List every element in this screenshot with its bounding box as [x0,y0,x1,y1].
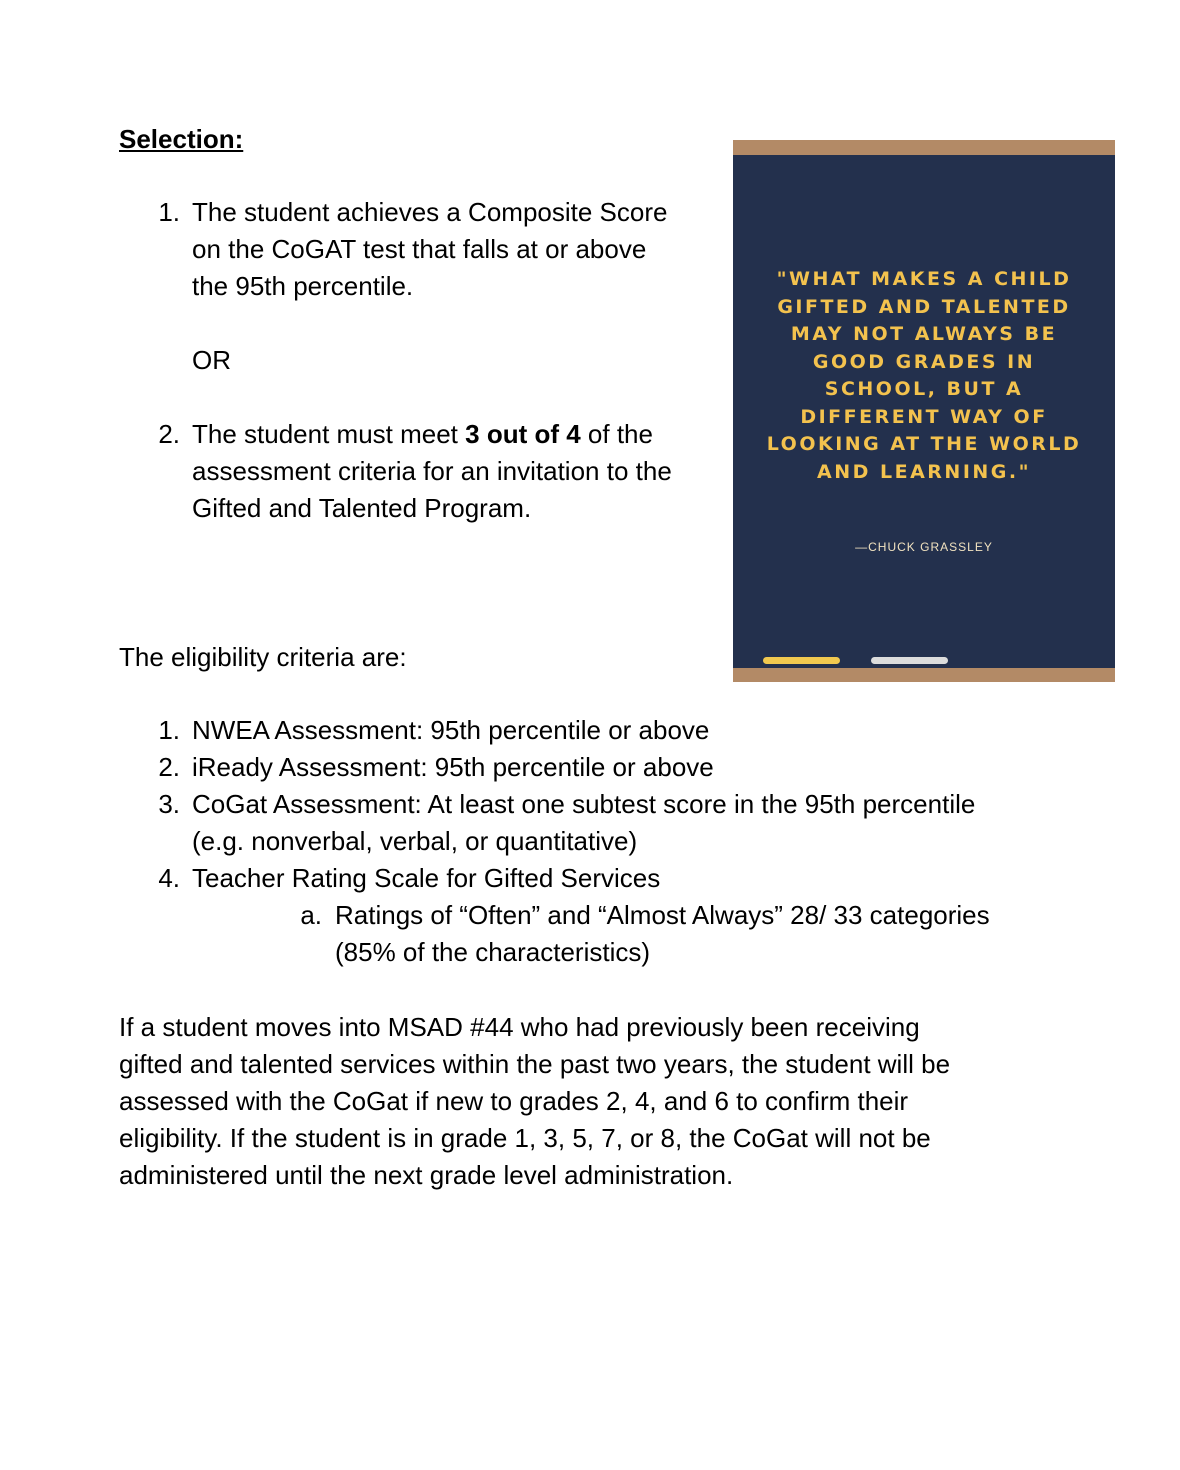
text-run: of the [580,419,653,449]
list-item-line: The student achieves a Composite Score [192,197,668,227]
eligibility-intro: The eligibility criteria are: [119,642,407,672]
quote-line: GIFTED AND TALENTED [777,295,1071,318]
white-chalk [871,657,948,664]
paragraph-line: administered until the next grade level administration. [119,1160,734,1190]
list-item-line: NWEA Assessment: 95th percentile or above [192,715,710,745]
list-letter: a. [300,900,322,930]
paragraph-line: If a student moves into MSAD #44 who had previously been receiving [119,1012,920,1042]
paragraph-line: eligibility. If the student is in grade 1, 3, 5, 7, or 8, the CoGat will not be [119,1123,931,1153]
list-number: 4. [158,863,180,893]
list-number: 2. [158,419,180,449]
list-item-line: iReady Assessment: 95th percentile or above [192,752,714,782]
quote-line: LOOKING AT THE WORLD [766,433,1082,455]
list-number: 2. [158,752,180,782]
list-item-line: assessment criteria for an invitation to the [192,456,672,486]
list-item-line: Ratings of “Often” and “Almost Always” 28/ 33 categories [335,900,990,930]
quote-line: "WHAT MAKES A CHILD [776,268,1072,290]
list-item-line: on the CoGAT test that falls at or above [192,234,647,264]
list-item-line: CoGat Assessment: At least one subtest score in the 95th percentile [192,789,976,819]
list-item-line [192,416,653,453]
quote-author: —CHUCK GRASSLEY [855,540,993,554]
or-text: OR [192,345,231,375]
yellow-chalk [763,657,840,664]
list-number: 1. [158,715,180,745]
quote-line: AND LEARNING." [817,460,1031,483]
board-frame-top [733,140,1115,155]
quote-line: MAY NOT ALWAYS BE [790,323,1058,345]
list-item-line: the 95th percentile. [192,271,414,301]
quote-text [763,266,1085,486]
quote-line: DIFFERENT WAY OF [800,405,1048,428]
quote-line: GOOD GRADES IN [812,350,1036,373]
chalkboard-quote-image [733,140,1115,682]
board-frame-bottom [733,668,1115,682]
list-number: 1. [158,197,180,227]
list-item-line: (e.g. nonverbal, verbal, or quantitative) [192,826,638,856]
bold-text: 3 out of 4 [465,419,581,449]
list-item-line: Teacher Rating Scale for Gifted Services [192,863,661,893]
list-number: 3. [158,789,180,819]
list-item-line: (85% of the characteristics) [335,937,651,967]
paragraph-line: gifted and talented services within the past two years, the student will be [119,1049,951,1079]
quote-line: SCHOOL, BUT A [824,378,1024,400]
paragraph-line: assessed with the CoGat if new to grades 2, 4, and 6 to confirm their [119,1086,909,1116]
list-item-line: Gifted and Talented Program. [192,493,532,523]
section-heading: Selection: [119,124,244,154]
text-run: The student must meet [192,419,466,449]
